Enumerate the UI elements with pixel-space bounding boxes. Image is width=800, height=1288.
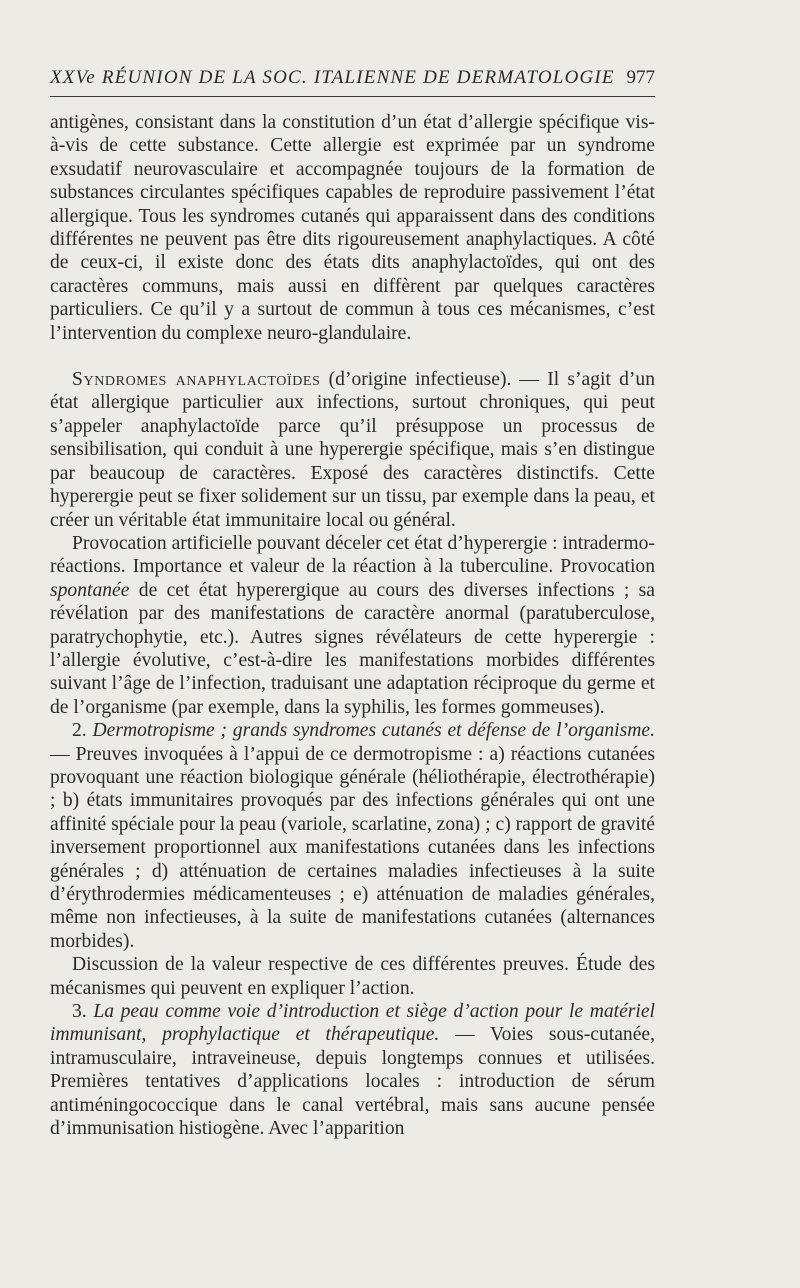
paragraph-4 [50, 719, 655, 953]
paragraph-1 [50, 111, 655, 345]
paragraph-6 [50, 1000, 655, 1140]
paragraph-3-text-after: de cet état hyperergique au cours des diverses infections ; sa révélation par des manifestations de caractère anormal (paratuberculose, paratrychophytie, etc.). Autres signes révélateurs de cette hyperergie : l’allergie évolutive, c’est-à-dire les manifestations morbides différentes suivant l’âge de l’infection, traduisant une adaptation réciproque du germe et de l’organisme (par exemple, dans la syphilis, les formes gommeuses). [50, 579, 655, 718]
body-text [50, 111, 655, 1140]
paragraph-3-text-before: Provocation artificielle pouvant déceler cet état d’hyperergie : intradermo-réactions. Importance et valeur de la réaction à la tuberculine. Provocation [50, 532, 655, 578]
paragraph-5-text: Discussion de la valeur respective de ces différentes preuves. Étude des mécanismes qui peuvent en expliquer l’action. [50, 954, 655, 999]
paragraph-6-number: 3. [72, 1001, 87, 1023]
running-header [50, 60, 655, 97]
running-head-title: XXVe RÉUNION DE LA SOC. ITALIENNE DE DERMATOLOGIE [50, 67, 615, 88]
paragraph-5 [50, 953, 655, 1000]
paragraph-1-text: antigènes, consistant dans la constitution d’un état d’allergie spécifique vis-à-vis de cette substance. Cette allergie est exprimée par un syndrome exsudatif neurovasculaire et accompagnée toujours de la formation de substances circulantes spécifiques capables de reproduire passivement l’état allergique. Tous les syndromes cutanés qui apparaissent dans des conditions différentes ne peuvent pas être dits rigoureusement anaphylactiques. A côté de ceux-ci, il existe donc des états dits anaphylactoïdes, qui ont des caractères communs, mais aussi en diffèrent par quelques caractères particuliers. Ce qu’il y a surtout de commun à tous ces mécanismes, c’est l’intervention du complexe neuro-glandulaire. [50, 112, 655, 344]
section-title-peau: La peau comme voie d’introduction et siège d’action pour le matériel immunisant, prophylactique et thérapeutique. [50, 1001, 655, 1046]
paragraph-3 [50, 532, 655, 719]
paragraph-2 [50, 368, 655, 532]
paragraph-2-text: (d’origine infectieuse). — Il s’agit d’un état allergique particulier aux infections, surtout chroniques, qui peut s’appeler anaphylactoïde parce qu’il présuppose un processus de sensibilisation, qui conduit à une hyperergie spécifique, mais s’en distingue par beaucoup de caractères. Exposé des caractères distinctifs. Cette hyperergie peut se fixer solidement sur un tissu, par exemple dans la peau, et créer un véritable état immunitaire local ou général. [50, 369, 655, 531]
paragraph-4-text: — Preuves invoquées à l’appui de ce dermotropisme : a) réactions cutanées provoquant une réaction biologique générale (héliothérapie, électrothérapie) ; b) états immunitaires provoqués par des infections générales qui ont une affinité spéciale pour la peau (variole, scarlatine, zona) ; c) rapport de gravité inversement proportionnel aux manifestations cutanées dans les infections générales ; d) atténuation de certaines maladies infectieuses à la suite d’érythrodermies médicamenteuses ; e) atténuation de maladies générales, même non infectieuses, à la suite de manifestations cutanées (alternances morbides). [50, 743, 655, 952]
paragraph-3-italic: spontanée [50, 579, 130, 601]
paragraph-6-text: — Voies sous-cutanée, intramusculaire, intraveineuse, depuis longtemps connues et utilisées. Premières tentatives d’applications locales : introduction de sérum antiméningococcique dans le canal vertébral, mais sans aucune pensée d’immunisation histiogène. Avec l’apparition [50, 1024, 655, 1140]
page-number: 977 [626, 67, 655, 88]
section-heading-syndromes: Syndromes anaphylactoïdes [72, 369, 321, 391]
section-title-dermotropisme: Dermotropisme ; grands syndromes cutanés et défense de l’organisme. [92, 720, 655, 742]
document-page [50, 60, 655, 1260]
paragraph-4-number: 2. [72, 720, 87, 742]
